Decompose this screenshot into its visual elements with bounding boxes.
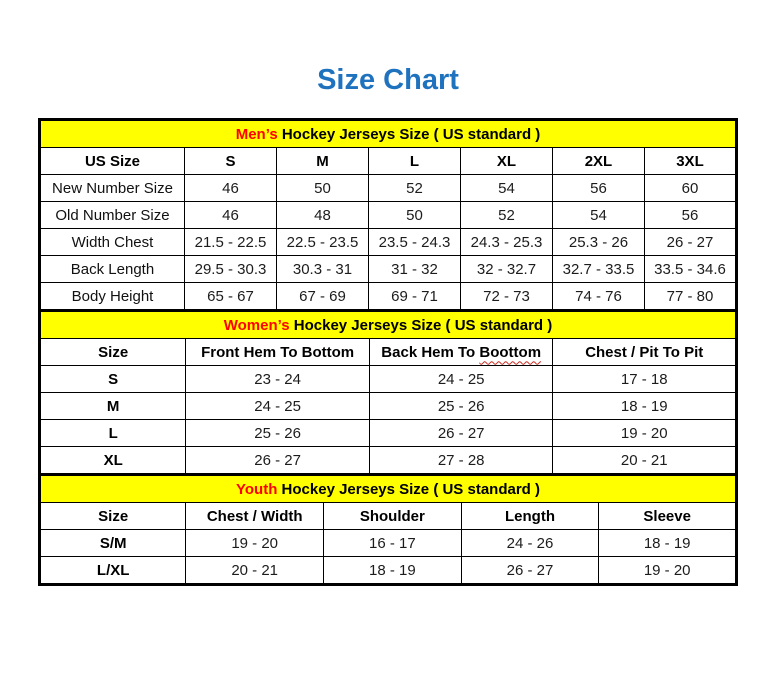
- size-value-cell: 32 - 32.7: [460, 256, 552, 283]
- column-header: Shoulder: [324, 503, 462, 530]
- row-label: New Number Size: [40, 175, 185, 202]
- size-value-cell: 23.5 - 24.3: [368, 229, 460, 256]
- misspelled-word: Boottom: [479, 343, 542, 361]
- size-value-cell: 56: [552, 175, 644, 202]
- size-value-cell: 27 - 28: [369, 447, 553, 475]
- size-value-cell: 24 - 25: [369, 366, 553, 393]
- size-value-cell: 46: [184, 175, 276, 202]
- column-header: US Size: [40, 148, 185, 175]
- size-value-cell: 52: [460, 202, 552, 229]
- row-label: S: [40, 366, 186, 393]
- table-row: [40, 557, 737, 585]
- table-row: [40, 366, 737, 393]
- size-value-cell: 67 - 69: [276, 283, 368, 311]
- size-value-cell: 46: [184, 202, 276, 229]
- section-banner-womens: [40, 311, 737, 339]
- banner-text-youth: Hockey Jerseys Size ( US standard ): [277, 480, 540, 498]
- size-value-cell: 74 - 76: [552, 283, 644, 311]
- size-value-cell: 50: [368, 202, 460, 229]
- size-value-cell: 17 - 18: [553, 366, 737, 393]
- size-value-cell: 77 - 80: [644, 283, 736, 311]
- size-value-cell: 18 - 19: [599, 530, 737, 557]
- row-label: L: [40, 420, 186, 447]
- size-value-cell: 31 - 32: [368, 256, 460, 283]
- column-header: S: [184, 148, 276, 175]
- table-row: [40, 256, 737, 283]
- table-row: [40, 393, 737, 420]
- column-header: Chest / Pit To Pit: [553, 339, 737, 366]
- row-label: Body Height: [40, 283, 185, 311]
- table-row: [40, 202, 737, 229]
- banner-text-womens: Hockey Jerseys Size ( US standard ): [289, 316, 553, 334]
- size-table-mens: [38, 118, 738, 312]
- table-row: [40, 447, 737, 475]
- size-value-cell: 54: [460, 175, 552, 202]
- table-row: [40, 530, 737, 557]
- section-banner-row-mens: [40, 120, 737, 148]
- size-value-cell: 26 - 27: [186, 447, 370, 475]
- table-row: [40, 420, 737, 447]
- banner-highlight-mens: Men’s: [235, 125, 278, 143]
- size-value-cell: 26 - 27: [644, 229, 736, 256]
- size-value-cell: 24 - 26: [461, 530, 599, 557]
- section-banner-mens: [40, 120, 737, 148]
- size-value-cell: 72 - 73: [460, 283, 552, 311]
- size-value-cell: 23 - 24: [186, 366, 370, 393]
- row-label: XL: [40, 447, 186, 475]
- column-header: 3XL: [644, 148, 736, 175]
- table-row: [40, 229, 737, 256]
- size-value-cell: 25 - 26: [369, 393, 553, 420]
- row-label: S/M: [40, 530, 186, 557]
- size-value-cell: 48: [276, 202, 368, 229]
- column-header: Sleeve: [599, 503, 737, 530]
- size-value-cell: 65 - 67: [184, 283, 276, 311]
- column-header: Chest / Width: [186, 503, 324, 530]
- size-value-cell: 18 - 19: [553, 393, 737, 420]
- size-value-cell: 19 - 20: [599, 557, 737, 585]
- size-table-youth: [38, 473, 738, 586]
- banner-highlight-youth: Youth: [236, 480, 278, 498]
- size-table-womens: [38, 309, 738, 476]
- section-banner-row-womens: [40, 311, 737, 339]
- row-label: L/XL: [40, 557, 186, 585]
- size-value-cell: 20 - 21: [186, 557, 324, 585]
- size-value-cell: 56: [644, 202, 736, 229]
- size-value-cell: 24 - 25: [186, 393, 370, 420]
- size-value-cell: 22.5 - 23.5: [276, 229, 368, 256]
- size-value-cell: 33.5 - 34.6: [644, 256, 736, 283]
- table-row: [40, 283, 737, 311]
- section-banner-youth: [40, 475, 737, 503]
- page-title: Size Chart: [317, 64, 459, 96]
- size-value-cell: 25.3 - 26: [552, 229, 644, 256]
- header-row-mens: [40, 148, 737, 175]
- size-value-cell: 69 - 71: [368, 283, 460, 311]
- size-value-cell: 50: [276, 175, 368, 202]
- size-value-cell: 26 - 27: [369, 420, 553, 447]
- size-value-cell: 21.5 - 22.5: [184, 229, 276, 256]
- header-row-youth: [40, 503, 737, 530]
- row-label: Width Chest: [40, 229, 185, 256]
- column-header: XL: [460, 148, 552, 175]
- column-header: Size: [40, 503, 186, 530]
- size-value-cell: 19 - 20: [186, 530, 324, 557]
- column-header: M: [276, 148, 368, 175]
- column-header: L: [368, 148, 460, 175]
- size-value-cell: 60: [644, 175, 736, 202]
- size-value-cell: 32.7 - 33.5: [552, 256, 644, 283]
- size-value-cell: 25 - 26: [186, 420, 370, 447]
- size-value-cell: 20 - 21: [553, 447, 737, 475]
- size-value-cell: 54: [552, 202, 644, 229]
- size-value-cell: 16 - 17: [324, 530, 462, 557]
- column-header: 2XL: [552, 148, 644, 175]
- row-label: M: [40, 393, 186, 420]
- size-value-cell: 19 - 20: [553, 420, 737, 447]
- size-value-cell: 18 - 19: [324, 557, 462, 585]
- size-tables: [38, 118, 738, 586]
- table-row: [40, 175, 737, 202]
- row-label: Back Length: [40, 256, 185, 283]
- row-label: Old Number Size: [40, 202, 185, 229]
- size-value-cell: 26 - 27: [461, 557, 599, 585]
- banner-highlight-womens: Women’s: [223, 316, 290, 334]
- size-value-cell: 52: [368, 175, 460, 202]
- section-banner-row-youth: [40, 475, 737, 503]
- column-header: Back Hem To Boottom: [369, 339, 553, 366]
- size-value-cell: 29.5 - 30.3: [184, 256, 276, 283]
- size-value-cell: 30.3 - 31: [276, 256, 368, 283]
- size-value-cell: 24.3 - 25.3: [460, 229, 552, 256]
- column-header: Size: [40, 339, 186, 366]
- banner-text-mens: Hockey Jerseys Size ( US standard ): [277, 125, 541, 143]
- column-header: Front Hem To Bottom: [186, 339, 370, 366]
- header-row-womens: [40, 339, 737, 366]
- column-header: Length: [461, 503, 599, 530]
